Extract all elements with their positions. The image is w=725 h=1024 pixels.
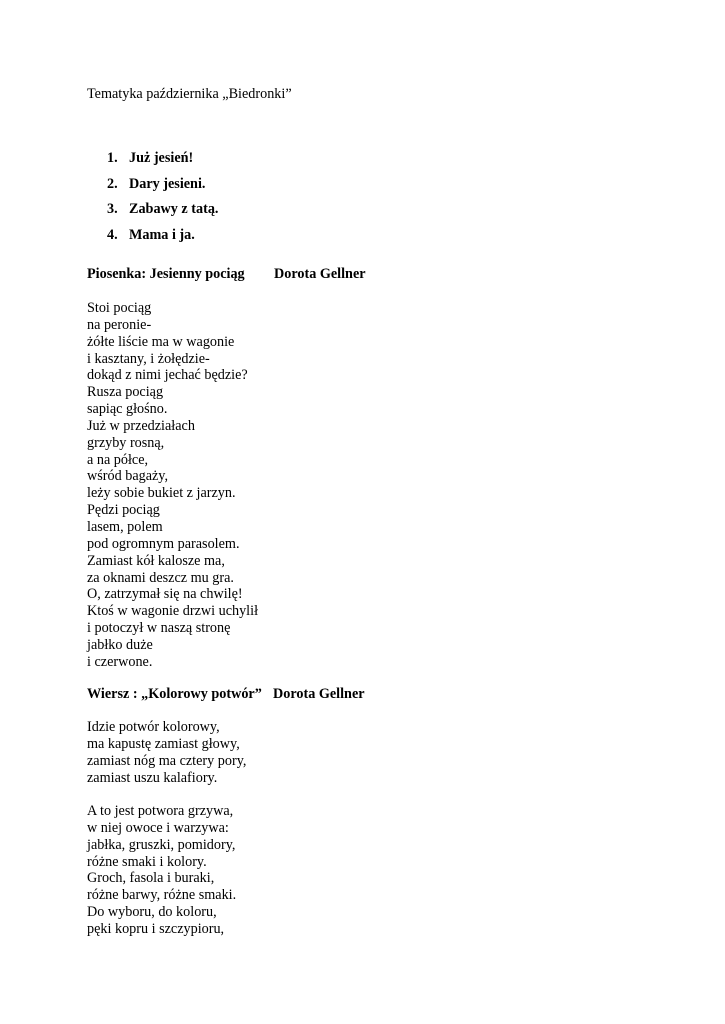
topics-list [107,150,218,252]
poem-line: różne barwy, różne smaki. [87,887,237,904]
poem-title: Wiersz : „Kolorowy potwór” [87,686,262,702]
song-line: Rusza pociąg [87,384,164,401]
poem-line: Do wyboru, do koloru, [87,904,217,921]
list-number: 3. [107,201,118,217]
list-number: 1. [107,150,118,166]
poem-line: ma kapustę zamiast głowy, [87,735,240,752]
list-item-label: Już jesień! [129,150,194,166]
poem-author: Dorota Gellner [273,686,365,702]
song-line: Zamiast kół kalosze ma, [87,552,225,569]
song-line: pod ogromnym parasolem. [87,535,240,552]
song-line: wśród bagaży, [87,468,169,485]
song-line: Pędzi pociąg [87,502,160,519]
song-line: a na półce, [87,451,149,468]
song-line: Stoi pociąg [87,300,152,316]
song-title: Piosenka: Jesienny pociąg [87,266,245,282]
poem-line: Idzie potwór kolorowy, [87,719,220,735]
list-item-label: Mama i ja. [129,226,195,243]
song-line: i czerwone. [87,653,153,670]
list-number: 2. [107,175,118,192]
poem-line: jabłka, gruszki, pomidory, [87,836,236,853]
poem-line: zamiast uszu kalafiory. [87,769,218,786]
song-line: sapiąc głośno. [87,401,168,418]
song-line: żółte liście ma w wagonie [87,333,235,350]
song-line: grzyby rosną, [87,434,165,451]
poem-stanza [87,719,246,786]
page-title: Tematyka października „Biedronki” [87,86,292,102]
poem-heading [87,686,365,703]
list-item [107,150,218,176]
song-lyrics [87,300,258,671]
list-item-label: Dary jesieni. [129,175,206,192]
poem-line: w niej owoce i warzywa: [87,819,229,836]
list-number: 4. [107,226,118,243]
list-item-label: Zabawy z tatą. [129,201,219,217]
poem-stanza [87,803,236,938]
poem-line: zamiast nóg ma cztery pory, [87,752,247,769]
song-author: Dorota Gellner [274,266,366,282]
poem-line: A to jest potwora grzywa, [87,803,234,819]
song-line: i potoczył w naszą stronę [87,620,231,637]
poem-line: różne smaki i kolory. [87,853,207,870]
song-line: lasem, polem [87,518,163,535]
song-heading [87,266,366,283]
song-line: jabłko duże [87,636,153,653]
song-line: dokąd z nimi jechać będzie? [87,367,248,384]
poem-line: pęki kopru i szczypioru, [87,920,225,937]
song-line: Już w przedziałach [87,417,195,434]
song-line: leży sobie bukiet z jarzyn. [87,485,236,502]
song-line: na peronie- [87,316,152,333]
song-line: za oknami deszcz mu gra. [87,569,234,586]
song-line: Ktoś w wagonie drzwi uchylił [87,603,259,620]
list-item [107,201,218,227]
list-item [107,227,218,253]
song-line: i kasztany, i żołędzie- [87,350,210,367]
list-item [107,176,218,202]
poem-line: Groch, fasola i buraki, [87,870,215,887]
song-line: O, zatrzymał się na chwilę! [87,586,243,603]
